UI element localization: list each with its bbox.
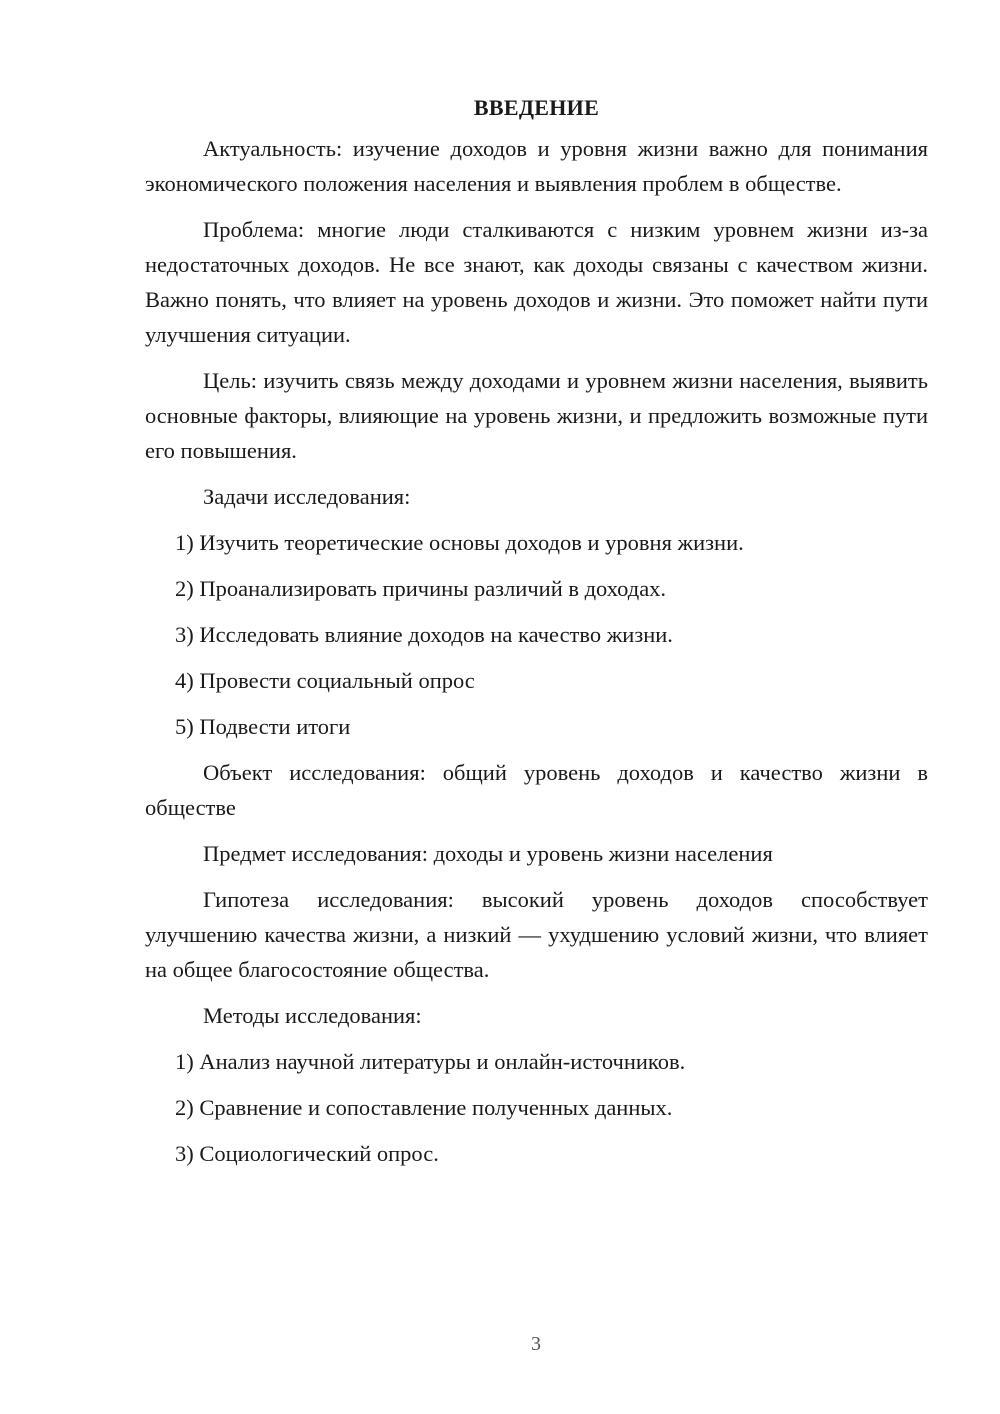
- problem-paragraph: Проблема: многие люди сталкиваются с низким уровнем жизни из-за недостаточных доходов. Не все знают, как доходы связаны с качеством жизни. Важно понять, что влияет на уровень доходов и жизни. Это поможет найти пути улучшения ситуации.: [145, 217, 928, 347]
- list-item: 3) Социологический опрос.: [175, 1141, 439, 1166]
- hypothesis-paragraph: Гипотеза исследования: высокий уровень доходов способствует улучшению качества жизни, а низкий — ухудшению условий жизни, что влияет на общее благосостояние общества.: [145, 887, 928, 982]
- methods-heading: Методы исследования:: [203, 1003, 422, 1028]
- list-item: 5) Подвести итоги: [175, 714, 351, 739]
- page-number: 3: [531, 1333, 541, 1355]
- goal-paragraph: Цель: изучить связь между доходами и уровнем жизни населения, выявить основные факторы, влияющие на уровень жизни, и предложить возможные пути его повышения.: [145, 368, 928, 463]
- list-item: 1) Анализ научной литературы и онлайн-источников.: [175, 1049, 686, 1074]
- tasks-list: [145, 525, 928, 744]
- methods-list: [145, 1044, 928, 1171]
- tasks-heading: Задачи исследования:: [203, 484, 411, 509]
- object-paragraph: Объект исследования: общий уровень доходов и качество жизни в обществе: [145, 760, 928, 820]
- list-item: 1) Изучить теоретические основы доходов и уровня жизни.: [175, 530, 744, 555]
- list-item: 2) Проанализировать причины различий в доходах.: [175, 576, 667, 601]
- list-item: 2) Сравнение и сопоставление полученных данных.: [175, 1095, 673, 1120]
- list-item: 4) Провести социальный опрос: [175, 668, 475, 693]
- page-title: ВВЕДЕНИЕ: [473, 95, 600, 120]
- subject-paragraph: Предмет исследования: доходы и уровень жизни населения: [203, 841, 773, 866]
- relevance-paragraph: Актуальность: изучение доходов и уровня жизни важно для понимания экономического положения населения и выявления проблем в обществе.: [145, 136, 928, 196]
- list-item: 3) Исследовать влияние доходов на качество жизни.: [175, 622, 673, 647]
- document-page: [145, 90, 928, 1182]
